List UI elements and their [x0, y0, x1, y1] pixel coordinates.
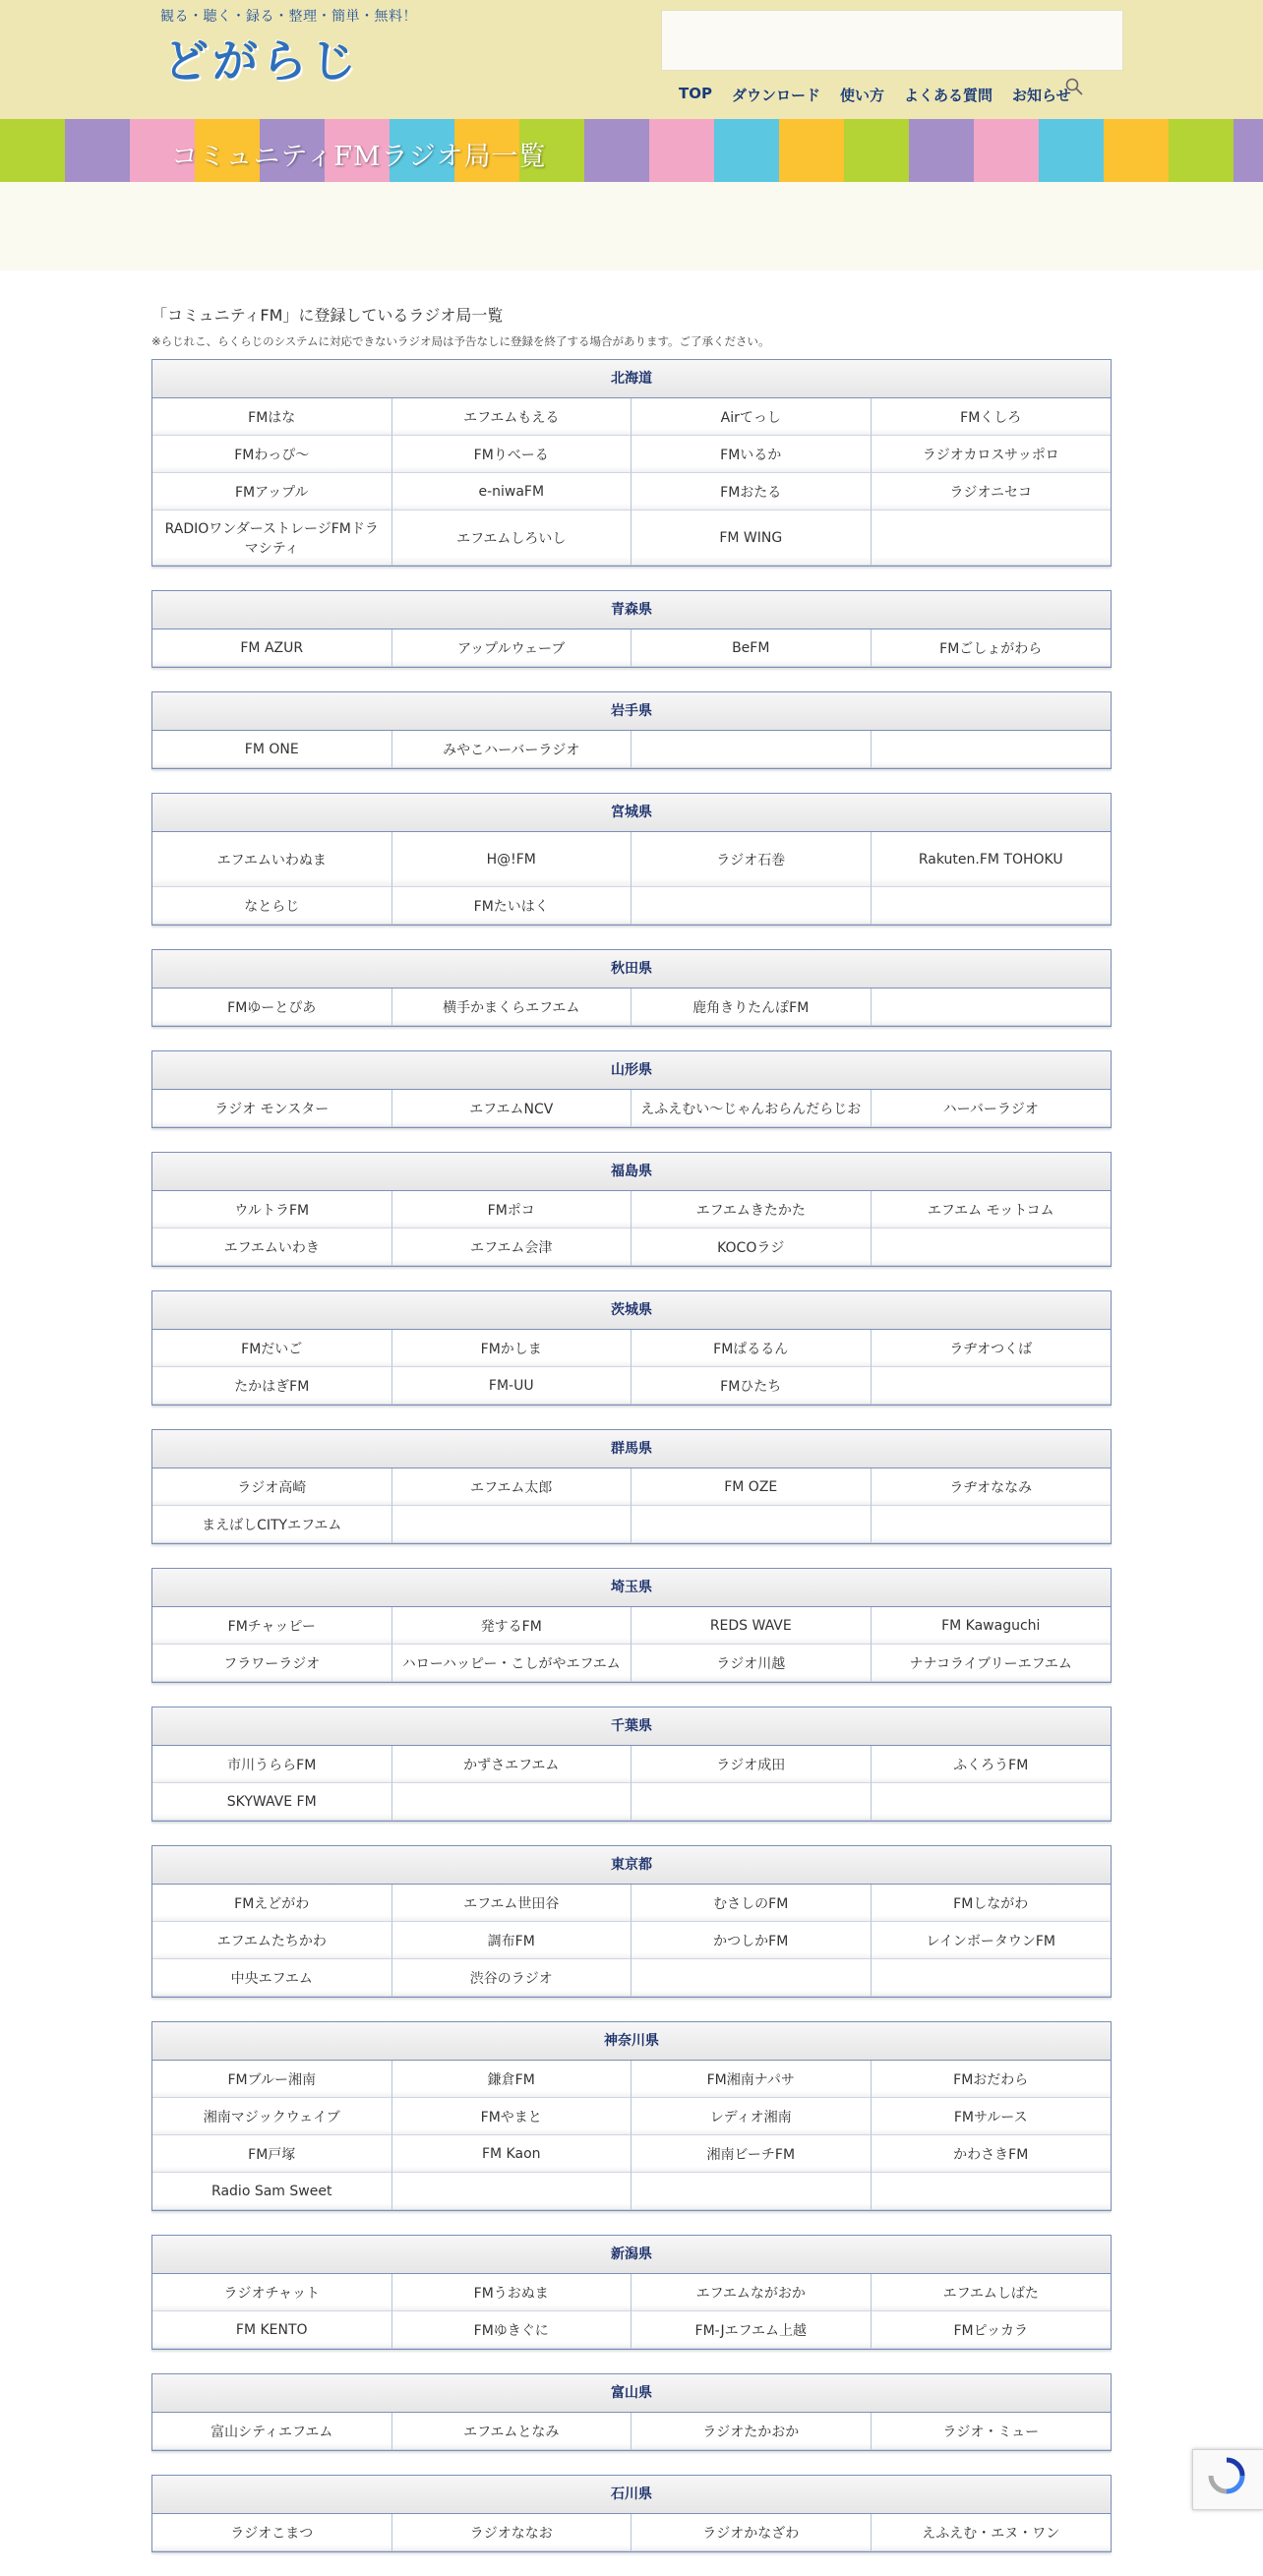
prefecture-block	[151, 1290, 1112, 1406]
station-link[interactable]: ラヂオつくば	[872, 1330, 1112, 1367]
empty-cell	[872, 2173, 1112, 2210]
nav-top[interactable]: TOP	[679, 85, 712, 102]
empty-cell	[632, 1959, 872, 1997]
station-grid	[152, 2413, 1111, 2450]
station-link[interactable]: FMわっぴ～	[152, 436, 392, 473]
station-link[interactable]: BeFM	[632, 629, 872, 667]
station-link[interactable]: たかはぎFM	[152, 1367, 392, 1405]
station-grid	[152, 1191, 1111, 1266]
station-link[interactable]: FM ONE	[152, 731, 392, 768]
prefecture-header: 新潟県	[152, 2236, 1111, 2274]
station-link[interactable]: FM OZE	[632, 1468, 872, 1506]
prefecture-header: 富山県	[152, 2374, 1111, 2413]
site-header	[0, 0, 1263, 119]
station-link[interactable]: FM KENTO	[152, 2311, 392, 2349]
station-link[interactable]: むさしのFM	[632, 1885, 872, 1922]
station-link[interactable]: ラジオ モンスター	[152, 1090, 392, 1127]
nav-download[interactable]: ダウンロード	[731, 87, 820, 104]
station-link[interactable]: FMおだわら	[872, 2061, 1112, 2098]
station-link[interactable]: FMかしま	[392, 1330, 632, 1367]
station-link[interactable]: 渋谷のラジオ	[392, 1959, 632, 1997]
nav-news[interactable]: お知らせ	[1012, 87, 1071, 104]
station-link[interactable]: FMしながわ	[872, 1885, 1112, 1922]
prefecture-block	[151, 1845, 1112, 1998]
station-link[interactable]: FMポコ	[392, 1191, 632, 1228]
station-link[interactable]: ハローハッピー・こしがやエフエム	[392, 1645, 632, 1682]
site-tagline: 観る・聴く・録る・整理・簡単・無料！	[160, 9, 417, 25]
stripe	[1104, 119, 1169, 182]
station-link[interactable]: FMだいご	[152, 1330, 392, 1367]
nav-faq[interactable]: よくある質問	[904, 87, 993, 104]
empty-cell	[872, 1959, 1112, 1997]
prefecture-block	[151, 2475, 1112, 2552]
prefecture-header: 群馬県	[152, 1430, 1111, 1468]
prefecture-block	[151, 590, 1112, 668]
stripe	[65, 119, 130, 182]
station-link[interactable]: かつしかFM	[632, 1922, 872, 1959]
prefecture-block	[151, 691, 1112, 769]
empty-cell	[872, 1367, 1112, 1405]
prefecture-header: 岩手県	[152, 692, 1111, 731]
stripe	[1039, 119, 1104, 182]
stripe	[649, 119, 714, 182]
station-grid	[152, 2514, 1111, 2551]
station-link[interactable]: FMひたち	[632, 1367, 872, 1405]
station-grid	[152, 1746, 1111, 1821]
station-link[interactable]: まえばしCITYエフエム	[152, 1506, 392, 1543]
station-link[interactable]: ハーバーラジオ	[872, 1090, 1112, 1127]
station-link[interactable]: エフエム太郎	[392, 1468, 632, 1506]
station-grid	[152, 1468, 1111, 1543]
list-heading: 「コミュニティFM」に登録しているラジオ局一覧	[151, 306, 504, 325]
prefecture-header: 北海道	[152, 360, 1111, 398]
banner-spacer	[0, 182, 1263, 270]
station-link[interactable]: Radio Sam Sweet	[152, 2173, 392, 2210]
station-link[interactable]: FMゆーとぴあ	[152, 988, 392, 1026]
station-grid	[152, 988, 1111, 1026]
empty-cell	[872, 1506, 1112, 1543]
station-grid	[152, 2061, 1111, 2210]
station-link[interactable]: FMやまと	[392, 2098, 632, 2135]
prefecture-list	[151, 359, 1112, 2552]
station-link[interactable]: FM AZUR	[152, 629, 392, 667]
station-link[interactable]: えふえむい～じゃんおらんだらじお	[632, 1090, 872, 1127]
site-logo[interactable]: どがらじ	[163, 34, 360, 88]
station-link[interactable]: ラジオチャット	[152, 2274, 392, 2311]
station-grid	[152, 2274, 1111, 2349]
station-link[interactable]: SKYWAVE FM	[152, 1783, 392, 1821]
empty-cell	[632, 731, 872, 768]
prefecture-header: 埼玉県	[152, 1569, 1111, 1607]
station-link[interactable]: REDS WAVE	[632, 1607, 872, 1645]
empty-cell	[632, 1783, 872, 1821]
station-link[interactable]: FM WING	[632, 510, 872, 566]
station-link[interactable]: H@!FM	[392, 832, 632, 887]
station-link[interactable]: エフエムNCV	[392, 1090, 632, 1127]
notice-text: ※らじれこ、らくらじのシステムに対応できないラジオ局は予告なしに登録を終了する場合があります。ご了承ください。	[151, 334, 770, 348]
empty-cell	[632, 2173, 872, 2210]
empty-cell	[392, 1783, 632, 1821]
empty-cell	[872, 510, 1112, 566]
station-link[interactable]: エフエムもえる	[392, 398, 632, 436]
station-link[interactable]: エフエムしろいし	[392, 510, 632, 566]
empty-cell	[872, 887, 1112, 925]
station-link[interactable]: FMピッカラ	[872, 2311, 1112, 2349]
station-link[interactable]: FMブルー湘南	[152, 2061, 392, 2098]
empty-cell	[392, 1506, 632, 1543]
station-link[interactable]: エフエムいわき	[152, 1228, 392, 1266]
station-link[interactable]: ラジオニセコ	[872, 473, 1112, 510]
stripe	[844, 119, 909, 182]
station-link[interactable]: なとらじ	[152, 887, 392, 925]
empty-cell	[872, 1228, 1112, 1266]
station-grid	[152, 1330, 1111, 1405]
station-grid	[152, 832, 1111, 925]
station-link[interactable]: ラジオカロスサッポロ	[872, 436, 1112, 473]
station-link[interactable]: エフエムながおか	[632, 2274, 872, 2311]
station-link[interactable]: 中央エフエム	[152, 1959, 392, 1997]
prefecture-block	[151, 2021, 1112, 2211]
prefecture-block	[151, 2373, 1112, 2451]
stripe	[1233, 119, 1263, 182]
station-link[interactable]: FM-Jエフエム上越	[632, 2311, 872, 2349]
station-link[interactable]: ラヂオななみ	[872, 1468, 1112, 1506]
search-icon[interactable]	[1064, 77, 1084, 96]
station-link[interactable]: エフエムいわぬま	[152, 832, 392, 887]
station-link[interactable]: アップルウェーブ	[392, 629, 632, 667]
station-link[interactable]: エフエム会津	[392, 1228, 632, 1266]
station-link[interactable]: 湘南ビーチFM	[632, 2135, 872, 2173]
station-link[interactable]: 市川うららFM	[152, 1746, 392, 1783]
empty-cell	[632, 1506, 872, 1543]
ad-banner	[661, 10, 1123, 71]
station-link[interactable]: ふくろうFM	[872, 1746, 1112, 1783]
station-link[interactable]: 富山シティエフエム	[152, 2413, 392, 2450]
prefecture-block	[151, 2235, 1112, 2350]
station-link[interactable]: ラジオこまつ	[152, 2514, 392, 2551]
station-link[interactable]: Airてっし	[632, 398, 872, 436]
station-link[interactable]: FM Kaon	[392, 2135, 632, 2173]
station-link[interactable]: ラジオかなざわ	[632, 2514, 872, 2551]
station-link[interactable]: ラジオ石巻	[632, 832, 872, 887]
station-link[interactable]: レディオ湘南	[632, 2098, 872, 2135]
prefecture-header: 青森県	[152, 591, 1111, 629]
station-link[interactable]: FMたいはく	[392, 887, 632, 925]
station-grid	[152, 1090, 1111, 1127]
prefecture-header: 山形県	[152, 1051, 1111, 1090]
stripe	[1169, 119, 1233, 182]
prefecture-block	[151, 793, 1112, 926]
station-link[interactable]: エフエムきたかた	[632, 1191, 872, 1228]
prefecture-block	[151, 1707, 1112, 1822]
prefecture-block	[151, 949, 1112, 1027]
page-title: コミュニティFMラジオ局一覧	[171, 142, 547, 172]
station-link[interactable]: ラジオ成田	[632, 1746, 872, 1783]
station-link[interactable]: FMえどがわ	[152, 1885, 392, 1922]
stripe	[779, 119, 844, 182]
station-link[interactable]: FMくしろ	[872, 398, 1112, 436]
prefecture-block	[151, 1050, 1112, 1128]
station-link[interactable]: FMぱるるん	[632, 1330, 872, 1367]
station-link[interactable]: 横手かまくらエフエム	[392, 988, 632, 1026]
main-nav	[679, 85, 1071, 105]
stripe	[714, 119, 779, 182]
stripe	[974, 119, 1039, 182]
prefecture-header: 福島県	[152, 1153, 1111, 1191]
station-grid	[152, 398, 1111, 566]
prefecture-block	[151, 359, 1112, 567]
station-link[interactable]: Rakuten.FM TOHOKU	[872, 832, 1112, 887]
station-link[interactable]: エフエムとなみ	[392, 2413, 632, 2450]
recaptcha-icon	[1207, 2456, 1246, 2495]
station-link[interactable]: FMはな	[152, 398, 392, 436]
station-link[interactable]: FMおたる	[632, 473, 872, 510]
recaptcha-badge[interactable]	[1192, 2449, 1263, 2510]
station-link[interactable]: 調布FM	[392, 1922, 632, 1959]
station-link[interactable]: FMりべーる	[392, 436, 632, 473]
station-link[interactable]: ラジオ川越	[632, 1645, 872, 1682]
empty-cell	[632, 887, 872, 925]
station-link[interactable]: FMアップル	[152, 473, 392, 510]
station-grid	[152, 731, 1111, 768]
station-link[interactable]: FM-UU	[392, 1367, 632, 1405]
main-content	[151, 303, 1112, 2576]
station-link[interactable]: FMチャッピー	[152, 1607, 392, 1645]
stripe	[0, 119, 65, 182]
station-link[interactable]: ナナコライブリーエフエム	[872, 1645, 1112, 1682]
prefecture-header: 東京都	[152, 1846, 1111, 1885]
empty-cell	[392, 2173, 632, 2210]
station-link[interactable]: フラワーラジオ	[152, 1645, 392, 1682]
station-link[interactable]: かずさエフエム	[392, 1746, 632, 1783]
station-link[interactable]: FMサルース	[872, 2098, 1112, 2135]
station-link[interactable]: 鎌倉FM	[392, 2061, 632, 2098]
station-link[interactable]: ウルトラFM	[152, 1191, 392, 1228]
station-link[interactable]: エフエム世田谷	[392, 1885, 632, 1922]
station-link[interactable]: FMうおぬま	[392, 2274, 632, 2311]
station-link[interactable]: RADIOワンダーストレージFMドラマシティ	[152, 510, 392, 566]
station-link[interactable]: e-niwaFM	[392, 473, 632, 510]
prefecture-header: 秋田県	[152, 950, 1111, 988]
station-link[interactable]: 発するFM	[392, 1607, 632, 1645]
prefecture-header: 石川県	[152, 2476, 1111, 2514]
prefecture-block	[151, 1152, 1112, 1267]
empty-cell	[872, 731, 1112, 768]
station-grid	[152, 629, 1111, 667]
station-link[interactable]: レインボータウンFM	[872, 1922, 1112, 1959]
station-grid	[152, 1607, 1111, 1682]
stripe	[909, 119, 974, 182]
prefecture-block	[151, 1568, 1112, 1683]
station-link[interactable]: えふえむ・エヌ・ワン	[872, 2514, 1112, 2551]
empty-cell	[872, 988, 1112, 1026]
station-link[interactable]: FMゆきぐに	[392, 2311, 632, 2349]
station-link[interactable]: FM戸塚	[152, 2135, 392, 2173]
station-link[interactable]: 鹿角きりたんぽFM	[632, 988, 872, 1026]
station-link[interactable]: FMいるか	[632, 436, 872, 473]
station-link[interactable]: 湘南マジックウェイブ	[152, 2098, 392, 2135]
station-link[interactable]: KOCOラジ	[632, 1228, 872, 1266]
station-link[interactable]: エフエム モットコム	[872, 1191, 1112, 1228]
station-grid	[152, 1885, 1111, 1997]
station-link[interactable]: エフエムしばた	[872, 2274, 1112, 2311]
station-link[interactable]: FM Kawaguchi	[872, 1607, 1112, 1645]
station-link[interactable]: FM湘南ナパサ	[632, 2061, 872, 2098]
prefecture-header: 神奈川県	[152, 2022, 1111, 2061]
stripe	[584, 119, 649, 182]
station-link[interactable]: みやこハーバーラジオ	[392, 731, 632, 768]
prefecture-block	[151, 1429, 1112, 1544]
station-link[interactable]: ラジオ・ミュー	[872, 2413, 1112, 2450]
station-link[interactable]: ラジオななお	[392, 2514, 632, 2551]
prefecture-header: 茨城県	[152, 1291, 1111, 1330]
station-link[interactable]: かわさきFM	[872, 2135, 1112, 2173]
station-link[interactable]: ラジオ高崎	[152, 1468, 392, 1506]
station-link[interactable]: ラジオたかおか	[632, 2413, 872, 2450]
prefecture-header: 千葉県	[152, 1707, 1111, 1746]
station-link[interactable]: エフエムたちかわ	[152, 1922, 392, 1959]
station-link[interactable]: FMごしょがわら	[872, 629, 1112, 667]
empty-cell	[872, 1783, 1112, 1821]
nav-howto[interactable]: 使い方	[840, 87, 885, 104]
prefecture-header: 宮城県	[152, 794, 1111, 832]
